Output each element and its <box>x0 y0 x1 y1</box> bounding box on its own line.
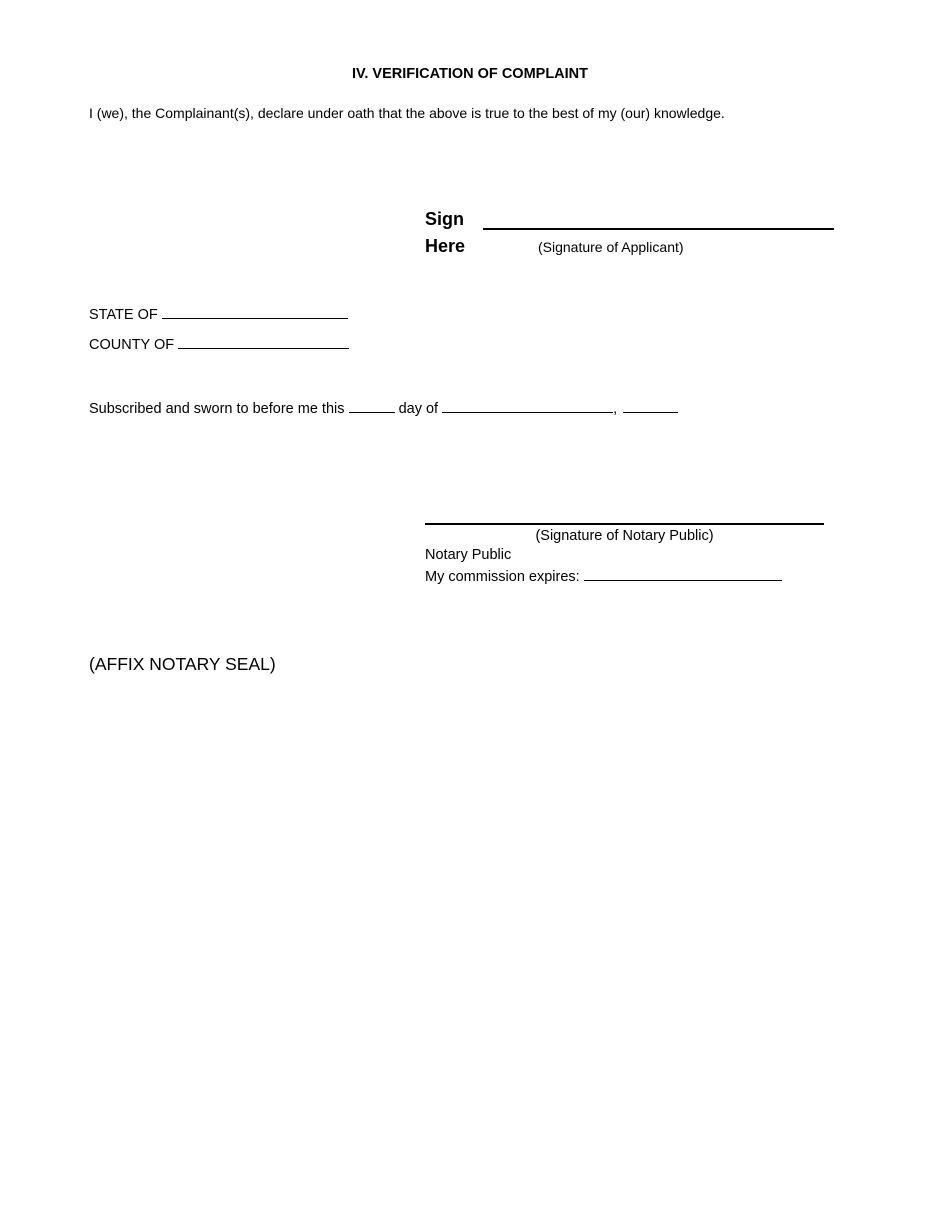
state-field <box>89 305 348 323</box>
county-blank[interactable] <box>178 335 349 349</box>
notary-seal-placeholder: (AFFIX NOTARY SEAL) <box>89 654 276 674</box>
county-label: COUNTY OF <box>89 337 175 353</box>
sworn-prefix: Subscribed and sworn to before me this <box>89 401 345 417</box>
oath-declaration: I (we), the Complainant(s), declare under oath that the above is true to the best of my (our) knowledge. <box>89 105 725 121</box>
page-title: IV. VERIFICATION OF COMPLAINT <box>351 66 589 82</box>
applicant-signature-caption: (Signature of Applicant) <box>538 239 684 255</box>
sworn-comma: , <box>613 401 618 417</box>
state-blank[interactable] <box>162 305 348 319</box>
sworn-statement <box>89 399 678 417</box>
notary-signature-caption: (Signature of Notary Public) <box>535 528 714 544</box>
year-blank[interactable] <box>623 399 678 413</box>
state-label: STATE OF <box>89 307 158 323</box>
commission-label: My commission expires: <box>425 569 580 585</box>
applicant-signature-line[interactable] <box>483 228 834 230</box>
commission-blank[interactable] <box>584 567 782 581</box>
day-blank[interactable] <box>349 399 395 413</box>
commission-expires-field <box>425 567 782 585</box>
notary-title: Notary Public <box>425 547 512 563</box>
notary-signature-line[interactable] <box>425 523 824 525</box>
sign-here-label-line2: Here <box>425 236 466 256</box>
sworn-day-of: day of <box>398 401 439 417</box>
month-blank[interactable] <box>442 399 613 413</box>
sign-here-label-line1: Sign <box>425 209 464 229</box>
county-field <box>89 335 349 353</box>
